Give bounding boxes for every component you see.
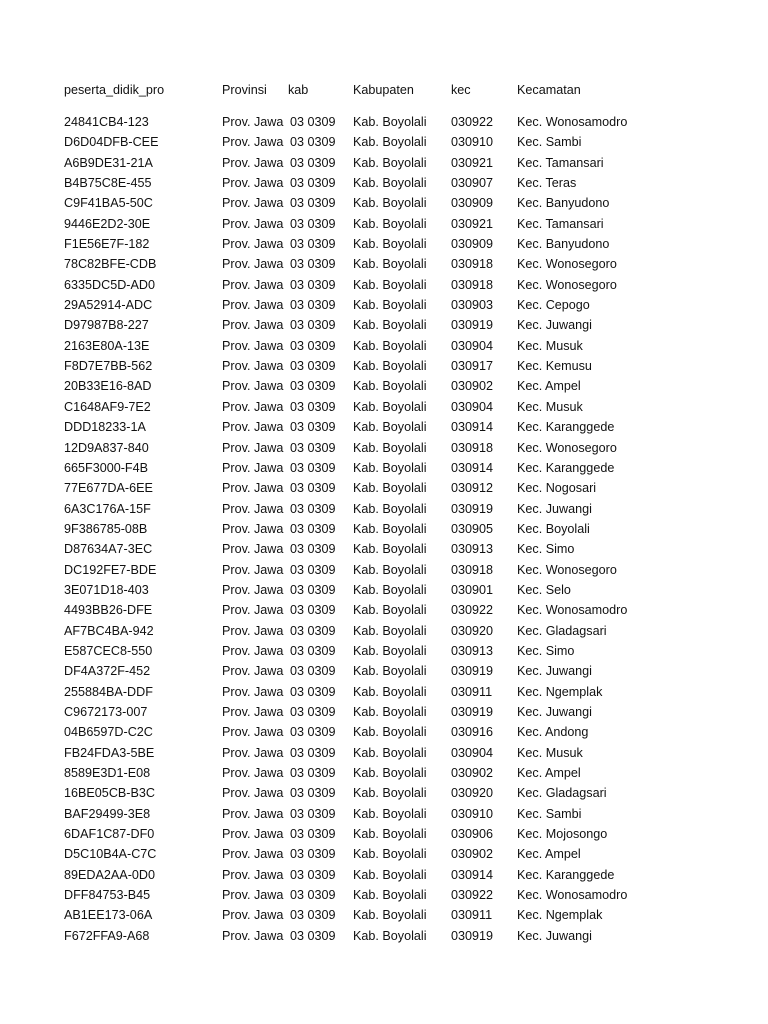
- table-row: [64, 214, 744, 234]
- table-row: [64, 356, 744, 376]
- header-kec: kec: [451, 83, 471, 97]
- cell-kabupaten: Kab. Boyolali: [353, 867, 427, 882]
- cell-peserta-didik: D97987B8-227: [64, 318, 149, 333]
- cell-kecamatan: Kec. Wonosamodro: [517, 115, 628, 129]
- cell-kecamatan: Kec. Simo: [517, 542, 575, 557]
- cell-kabupaten: Kab. Boyolali: [353, 440, 427, 455]
- cell-provinsi: Prov. Jawa: [222, 298, 284, 313]
- cell-kecamatan: Kec. Wonosegoro: [517, 440, 617, 455]
- table-row: [64, 397, 744, 417]
- cell-kecamatan: Kec. Wonosamodro: [517, 888, 628, 903]
- cell-peserta-didik: DFF84753-B45: [64, 888, 151, 903]
- cell-peserta-didik: DF4A372F-452: [64, 664, 151, 679]
- cell-kabupaten: Kab. Boyolali: [353, 664, 427, 679]
- table-row: [64, 153, 744, 173]
- cell-provinsi: Prov. Jawa: [222, 908, 284, 923]
- cell-kab: 03 0309: [290, 338, 336, 353]
- table-row: [64, 539, 744, 559]
- cell-kecamatan: Kec. Gladagsari: [517, 623, 607, 638]
- table-row: [64, 112, 744, 132]
- cell-provinsi: Prov. Jawa: [222, 806, 284, 821]
- cell-kabupaten: Kab. Boyolali: [353, 827, 427, 842]
- cell-provinsi: Prov. Jawa: [222, 684, 284, 699]
- cell-peserta-didik: C1648AF9-7E2: [64, 399, 151, 414]
- cell-peserta-didik: 2163E80A-13E: [64, 338, 150, 353]
- cell-kab: 03 0309: [290, 806, 336, 821]
- cell-peserta-didik: F1E56E7F-182: [64, 237, 150, 252]
- cell-provinsi: Prov. Jawa: [222, 745, 284, 760]
- table-row: [64, 417, 744, 437]
- cell-peserta-didik: AB1EE173-06A: [64, 908, 153, 923]
- cell-kec: 030918: [451, 562, 494, 577]
- cell-kab: 03 0309: [290, 786, 336, 801]
- cell-kec: 030913: [451, 542, 494, 557]
- cell-kabupaten: Kab. Boyolali: [353, 643, 427, 658]
- cell-kec: 030912: [451, 481, 494, 496]
- cell-peserta-didik: 4493BB26-DFE: [64, 603, 153, 618]
- cell-kec: 030919: [451, 501, 494, 516]
- table-row: [64, 621, 744, 641]
- cell-provinsi: Prov. Jawa: [222, 562, 284, 577]
- cell-kabupaten: Kab. Boyolali: [353, 481, 427, 496]
- cell-kabupaten: Kab. Boyolali: [353, 176, 427, 191]
- table-row: [64, 702, 744, 722]
- cell-provinsi: Prov. Jawa: [222, 379, 284, 394]
- table-row: [64, 132, 744, 152]
- cell-kecamatan: Kec. Boyolali: [517, 521, 590, 536]
- header-kab: kab: [288, 83, 309, 97]
- cell-provinsi: Prov. Jawa: [222, 460, 284, 475]
- cell-kec: 030918: [451, 257, 494, 272]
- cell-kab: 03 0309: [290, 827, 336, 842]
- cell-kabupaten: Kab. Boyolali: [353, 888, 427, 903]
- cell-kab: 03 0309: [290, 420, 336, 435]
- cell-kab: 03 0309: [290, 766, 336, 780]
- cell-kec: 030914: [451, 460, 494, 475]
- cell-kecamatan: Kec. Simo: [517, 643, 575, 658]
- header-provinsi: Provinsi: [222, 83, 267, 97]
- cell-provinsi: Prov. Jawa: [222, 623, 284, 638]
- table-row: [64, 173, 744, 193]
- cell-kec: 030918: [451, 440, 494, 455]
- spreadsheet-table: [64, 80, 744, 946]
- cell-kec: 030909: [451, 196, 494, 211]
- cell-peserta-didik: 665F3000-F4B: [64, 460, 149, 475]
- cell-kabupaten: Kab. Boyolali: [353, 216, 427, 231]
- cell-peserta-didik: 9446E2D2-30E: [64, 216, 151, 231]
- table-row: [64, 743, 744, 763]
- cell-kab: 03 0309: [290, 115, 336, 129]
- cell-kecamatan: Kec. Andong: [517, 725, 589, 740]
- cell-provinsi: Prov. Jawa: [222, 643, 284, 658]
- cell-peserta-didik: F672FFA9-A68: [64, 928, 150, 943]
- cell-kab: 03 0309: [290, 908, 336, 923]
- cell-kec: 030902: [451, 847, 494, 862]
- cell-provinsi: Prov. Jawa: [222, 359, 284, 374]
- cell-kec: 030904: [451, 399, 494, 414]
- cell-provinsi: Prov. Jawa: [222, 338, 284, 353]
- cell-peserta-didik: D6D04DFB-CEE: [64, 135, 159, 150]
- cell-kecamatan: Kec. Karanggede: [517, 460, 615, 475]
- cell-kec: 030909: [451, 237, 494, 252]
- cell-provinsi: Prov. Jawa: [222, 318, 284, 333]
- cell-kabupaten: Kab. Boyolali: [353, 257, 427, 272]
- cell-kecamatan: Kec. Juwangi: [517, 704, 592, 719]
- cell-kabupaten: Kab. Boyolali: [353, 277, 427, 292]
- cell-kecamatan: Kec. Ampel: [517, 379, 581, 394]
- cell-peserta-didik: 29A52914-ADC: [64, 298, 153, 313]
- cell-provinsi: Prov. Jawa: [222, 582, 284, 597]
- cell-kab: 03 0309: [290, 847, 336, 862]
- cell-kab: 03 0309: [290, 745, 336, 760]
- table-row: [64, 926, 744, 946]
- table-row: [64, 783, 744, 803]
- cell-kab: 03 0309: [290, 704, 336, 719]
- cell-kabupaten: Kab. Boyolali: [353, 562, 427, 577]
- cell-kecamatan: Kec. Teras: [517, 176, 577, 191]
- cell-kabupaten: Kab. Boyolali: [353, 135, 427, 150]
- cell-kecamatan: Kec. Cepogo: [517, 298, 590, 313]
- cell-kecamatan: Kec. Wonosegoro: [517, 257, 617, 272]
- cell-peserta-didik: C9F41BA5-50C: [64, 196, 153, 211]
- cell-peserta-didik: 6A3C176A-15F: [64, 501, 151, 516]
- cell-provinsi: Prov. Jawa: [222, 257, 284, 272]
- cell-kec: 030905: [451, 521, 494, 536]
- cell-kecamatan: Kec. Wonosamodro: [517, 603, 628, 618]
- cell-peserta-didik: 8589E3D1-E08: [64, 766, 151, 780]
- cell-peserta-didik: E587CEC8-550: [64, 643, 153, 658]
- cell-kabupaten: Kab. Boyolali: [353, 542, 427, 557]
- table-row: [64, 641, 744, 661]
- cell-peserta-didik: AF7BC4BA-942: [64, 623, 154, 638]
- table-row: [64, 254, 744, 274]
- cell-provinsi: Prov. Jawa: [222, 155, 284, 170]
- header-row: [64, 80, 744, 100]
- cell-kabupaten: Kab. Boyolali: [353, 501, 427, 516]
- cell-kecamatan: Kec. Juwangi: [517, 664, 592, 679]
- table-row: [64, 458, 744, 478]
- table-row: [64, 580, 744, 600]
- cell-kab: 03 0309: [290, 623, 336, 638]
- cell-kab: 03 0309: [290, 318, 336, 333]
- cell-peserta-didik: 78C82BFE-CDB: [64, 257, 157, 272]
- cell-kab: 03 0309: [290, 867, 336, 882]
- cell-kab: 03 0309: [290, 277, 336, 292]
- cell-kecamatan: Kec. Tamansari: [517, 155, 604, 170]
- cell-kabupaten: Kab. Boyolali: [353, 237, 427, 252]
- table-row: [64, 844, 744, 864]
- table-row: [64, 315, 744, 335]
- cell-kabupaten: Kab. Boyolali: [353, 725, 427, 740]
- cell-peserta-didik: 16BE05CB-B3C: [64, 786, 156, 801]
- cell-kec: 030902: [451, 766, 494, 780]
- cell-kabupaten: Kab. Boyolali: [353, 603, 427, 618]
- table-row: [64, 499, 744, 519]
- cell-kab: 03 0309: [290, 481, 336, 496]
- cell-kecamatan: Kec. Juwangi: [517, 501, 592, 516]
- cell-kec: 030902: [451, 379, 494, 394]
- cell-kab: 03 0309: [290, 888, 336, 903]
- cell-kecamatan: Kec. Ngemplak: [517, 684, 603, 699]
- cell-kabupaten: Kab. Boyolali: [353, 420, 427, 435]
- cell-kabupaten: Kab. Boyolali: [353, 399, 427, 414]
- table-row: [64, 682, 744, 702]
- cell-kab: 03 0309: [290, 928, 336, 943]
- cell-kab: 03 0309: [290, 664, 336, 679]
- table-row: [64, 560, 744, 580]
- cell-kecamatan: Kec. Banyudono: [517, 237, 610, 252]
- cell-provinsi: Prov. Jawa: [222, 481, 284, 496]
- cell-kec: 030916: [451, 725, 494, 740]
- cell-kec: 030911: [451, 908, 493, 923]
- cell-kec: 030922: [451, 603, 494, 618]
- cell-kabupaten: Kab. Boyolali: [353, 745, 427, 760]
- cell-provinsi: Prov. Jawa: [222, 766, 284, 780]
- cell-kec: 030921: [451, 216, 494, 231]
- cell-kabupaten: Kab. Boyolali: [353, 379, 427, 394]
- cell-kec: 030910: [451, 806, 494, 821]
- cell-provinsi: Prov. Jawa: [222, 867, 284, 882]
- table-row: [64, 336, 744, 356]
- cell-peserta-didik: FB24FDA3-5BE: [64, 745, 155, 760]
- table-row: [64, 661, 744, 681]
- cell-kabupaten: Kab. Boyolali: [353, 298, 427, 313]
- cell-kabupaten: Kab. Boyolali: [353, 847, 427, 862]
- cell-kecamatan: Kec. Wonosegoro: [517, 562, 617, 577]
- cell-kec: 030914: [451, 867, 494, 882]
- cell-kecamatan: Kec. Musuk: [517, 338, 583, 353]
- cell-kab: 03 0309: [290, 379, 336, 394]
- cell-kec: 030910: [451, 135, 494, 150]
- cell-kec: 030922: [451, 115, 494, 129]
- cell-kab: 03 0309: [290, 521, 336, 536]
- cell-kecamatan: Kec. Wonosegoro: [517, 277, 617, 292]
- cell-kec: 030919: [451, 318, 494, 333]
- cell-kab: 03 0309: [290, 237, 336, 252]
- table-row: [64, 376, 744, 396]
- cell-kab: 03 0309: [290, 501, 336, 516]
- header-kecamatan: Kecamatan: [517, 83, 581, 97]
- cell-kab: 03 0309: [290, 684, 336, 699]
- cell-provinsi: Prov. Jawa: [222, 216, 284, 231]
- cell-kecamatan: Kec. Mojosongo: [517, 827, 608, 842]
- table-row: [64, 763, 744, 783]
- table-row: [64, 234, 744, 254]
- cell-kab: 03 0309: [290, 643, 336, 658]
- cell-provinsi: Prov. Jawa: [222, 420, 284, 435]
- table-row: [64, 478, 744, 498]
- table-row: [64, 193, 744, 213]
- cell-kec: 030901: [451, 582, 494, 597]
- cell-peserta-didik: 89EDA2AA-0D0: [64, 867, 156, 882]
- cell-kab: 03 0309: [290, 725, 336, 740]
- cell-kecamatan: Kec. Ngemplak: [517, 908, 603, 923]
- cell-kec: 030920: [451, 623, 494, 638]
- cell-provinsi: Prov. Jawa: [222, 704, 284, 719]
- table-row: [64, 295, 744, 315]
- cell-peserta-didik: 6335DC5D-AD0: [64, 277, 155, 292]
- cell-peserta-didik: 255884BA-DDF: [64, 684, 153, 699]
- cell-kecamatan: Kec. Selo: [517, 582, 571, 597]
- table-body: [64, 112, 744, 946]
- cell-kab: 03 0309: [290, 562, 336, 577]
- cell-kabupaten: Kab. Boyolali: [353, 196, 427, 211]
- cell-kec: 030903: [451, 298, 494, 313]
- cell-peserta-didik: F8D7E7BB-562: [64, 359, 153, 374]
- cell-provinsi: Prov. Jawa: [222, 664, 284, 679]
- cell-provinsi: Prov. Jawa: [222, 847, 284, 862]
- table-row: [64, 885, 744, 905]
- table-row: [64, 438, 744, 458]
- cell-kab: 03 0309: [290, 176, 336, 191]
- cell-kabupaten: Kab. Boyolali: [353, 521, 427, 536]
- cell-kab: 03 0309: [290, 582, 336, 597]
- cell-kab: 03 0309: [290, 196, 336, 211]
- cell-kab: 03 0309: [290, 359, 336, 374]
- cell-kab: 03 0309: [290, 440, 336, 455]
- cell-provinsi: Prov. Jawa: [222, 196, 284, 211]
- cell-provinsi: Prov. Jawa: [222, 521, 284, 536]
- cell-kabupaten: Kab. Boyolali: [353, 623, 427, 638]
- cell-kecamatan: Kec. Karanggede: [517, 867, 615, 882]
- cell-peserta-didik: D87634A7-3EC: [64, 542, 153, 557]
- cell-kab: 03 0309: [290, 460, 336, 475]
- cell-provinsi: Prov. Jawa: [222, 277, 284, 292]
- cell-kecamatan: Kec. Ampel: [517, 847, 581, 862]
- table-row: [64, 865, 744, 885]
- cell-provinsi: Prov. Jawa: [222, 237, 284, 252]
- table-row: [64, 804, 744, 824]
- cell-kab: 03 0309: [290, 216, 336, 231]
- table-row: [64, 905, 744, 925]
- cell-provinsi: Prov. Jawa: [222, 501, 284, 516]
- cell-kec: 030917: [451, 359, 494, 374]
- cell-provinsi: Prov. Jawa: [222, 928, 284, 943]
- cell-peserta-didik: DC192FE7-BDE: [64, 562, 157, 577]
- cell-provinsi: Prov. Jawa: [222, 542, 284, 557]
- cell-peserta-didik: 77E677DA-6EE: [64, 481, 153, 496]
- cell-kab: 03 0309: [290, 298, 336, 313]
- cell-kec: 030919: [451, 664, 494, 679]
- cell-kec: 030919: [451, 928, 494, 943]
- cell-provinsi: Prov. Jawa: [222, 440, 284, 455]
- cell-peserta-didik: D5C10B4A-C7C: [64, 847, 157, 862]
- cell-kec: 030913: [451, 643, 494, 658]
- table-row: [64, 275, 744, 295]
- cell-peserta-didik: BAF29499-3E8: [64, 806, 151, 821]
- cell-kab: 03 0309: [290, 542, 336, 557]
- cell-kabupaten: Kab. Boyolali: [353, 806, 427, 821]
- cell-kab: 03 0309: [290, 603, 336, 618]
- cell-provinsi: Prov. Jawa: [222, 725, 284, 740]
- cell-kabupaten: Kab. Boyolali: [353, 684, 427, 699]
- cell-kec: 030907: [451, 176, 494, 191]
- cell-peserta-didik: 24841CB4-123: [64, 115, 149, 129]
- cell-kabupaten: Kab. Boyolali: [353, 766, 427, 780]
- cell-peserta-didik: 3E071D18-403: [64, 582, 149, 597]
- cell-peserta-didik: 04B6597D-C2C: [64, 725, 153, 740]
- cell-kec: 030904: [451, 745, 494, 760]
- cell-kabupaten: Kab. Boyolali: [353, 582, 427, 597]
- cell-peserta-didik: B4B75C8E-455: [64, 176, 152, 191]
- cell-kec: 030920: [451, 786, 494, 801]
- cell-kab: 03 0309: [290, 155, 336, 170]
- cell-kec: 030919: [451, 704, 494, 719]
- cell-kec: 030918: [451, 277, 494, 292]
- cell-kecamatan: Kec. Ampel: [517, 766, 581, 780]
- cell-kec: 030914: [451, 420, 494, 435]
- cell-kabupaten: Kab. Boyolali: [353, 786, 427, 801]
- table-row: [64, 824, 744, 844]
- cell-kecamatan: Kec. Nogosari: [517, 481, 597, 496]
- cell-kecamatan: Kec. Banyudono: [517, 196, 610, 211]
- cell-kecamatan: Kec. Tamansari: [517, 216, 604, 231]
- cell-kabupaten: Kab. Boyolali: [353, 115, 427, 129]
- cell-kecamatan: Kec. Juwangi: [517, 928, 592, 943]
- cell-kecamatan: Kec. Musuk: [517, 399, 583, 414]
- cell-provinsi: Prov. Jawa: [222, 827, 284, 842]
- header-kabupaten: Kabupaten: [353, 83, 414, 97]
- cell-kec: 030921: [451, 155, 494, 170]
- cell-kabupaten: Kab. Boyolali: [353, 704, 427, 719]
- cell-kec: 030904: [451, 338, 494, 353]
- cell-peserta-didik: C9672173-007: [64, 704, 148, 719]
- cell-kecamatan: Kec. Sambi: [517, 135, 582, 150]
- cell-provinsi: Prov. Jawa: [222, 399, 284, 414]
- cell-kab: 03 0309: [290, 135, 336, 150]
- cell-peserta-didik: 12D9A837-840: [64, 440, 149, 455]
- table-row: [64, 519, 744, 539]
- cell-kecamatan: Kec. Musuk: [517, 745, 583, 760]
- cell-kabupaten: Kab. Boyolali: [353, 908, 427, 923]
- cell-kec: 030922: [451, 888, 494, 903]
- cell-peserta-didik: DDD18233-1A: [64, 420, 146, 435]
- cell-kecamatan: Kec. Gladagsari: [517, 786, 607, 801]
- cell-kabupaten: Kab. Boyolali: [353, 338, 427, 353]
- cell-provinsi: Prov. Jawa: [222, 135, 284, 150]
- cell-kabupaten: Kab. Boyolali: [353, 318, 427, 333]
- cell-kabupaten: Kab. Boyolali: [353, 155, 427, 170]
- cell-provinsi: Prov. Jawa: [222, 888, 284, 903]
- cell-provinsi: Prov. Jawa: [222, 603, 284, 618]
- cell-peserta-didik: 9F386785-08B: [64, 521, 148, 536]
- cell-kecamatan: Kec. Karanggede: [517, 420, 615, 435]
- cell-peserta-didik: 6DAF1C87-DF0: [64, 827, 155, 842]
- cell-kec: 030911: [451, 684, 493, 699]
- cell-kabupaten: Kab. Boyolali: [353, 928, 427, 943]
- cell-kecamatan: Kec. Juwangi: [517, 318, 592, 333]
- cell-kab: 03 0309: [290, 399, 336, 414]
- table-row: [64, 722, 744, 742]
- cell-kecamatan: Kec. Kemusu: [517, 359, 592, 374]
- header-peserta-didik: peserta_didik_pro: [64, 83, 165, 97]
- cell-kab: 03 0309: [290, 257, 336, 272]
- table-row: [64, 600, 744, 620]
- cell-provinsi: Prov. Jawa: [222, 176, 284, 191]
- cell-kecamatan: Kec. Sambi: [517, 806, 582, 821]
- cell-kabupaten: Kab. Boyolali: [353, 359, 427, 374]
- cell-provinsi: Prov. Jawa: [222, 786, 284, 801]
- cell-kabupaten: Kab. Boyolali: [353, 460, 427, 475]
- cell-provinsi: Prov. Jawa: [222, 115, 284, 129]
- cell-peserta-didik: A6B9DE31-21A: [64, 155, 153, 170]
- cell-kec: 030906: [451, 827, 494, 842]
- cell-peserta-didik: 20B33E16-8AD: [64, 379, 152, 394]
